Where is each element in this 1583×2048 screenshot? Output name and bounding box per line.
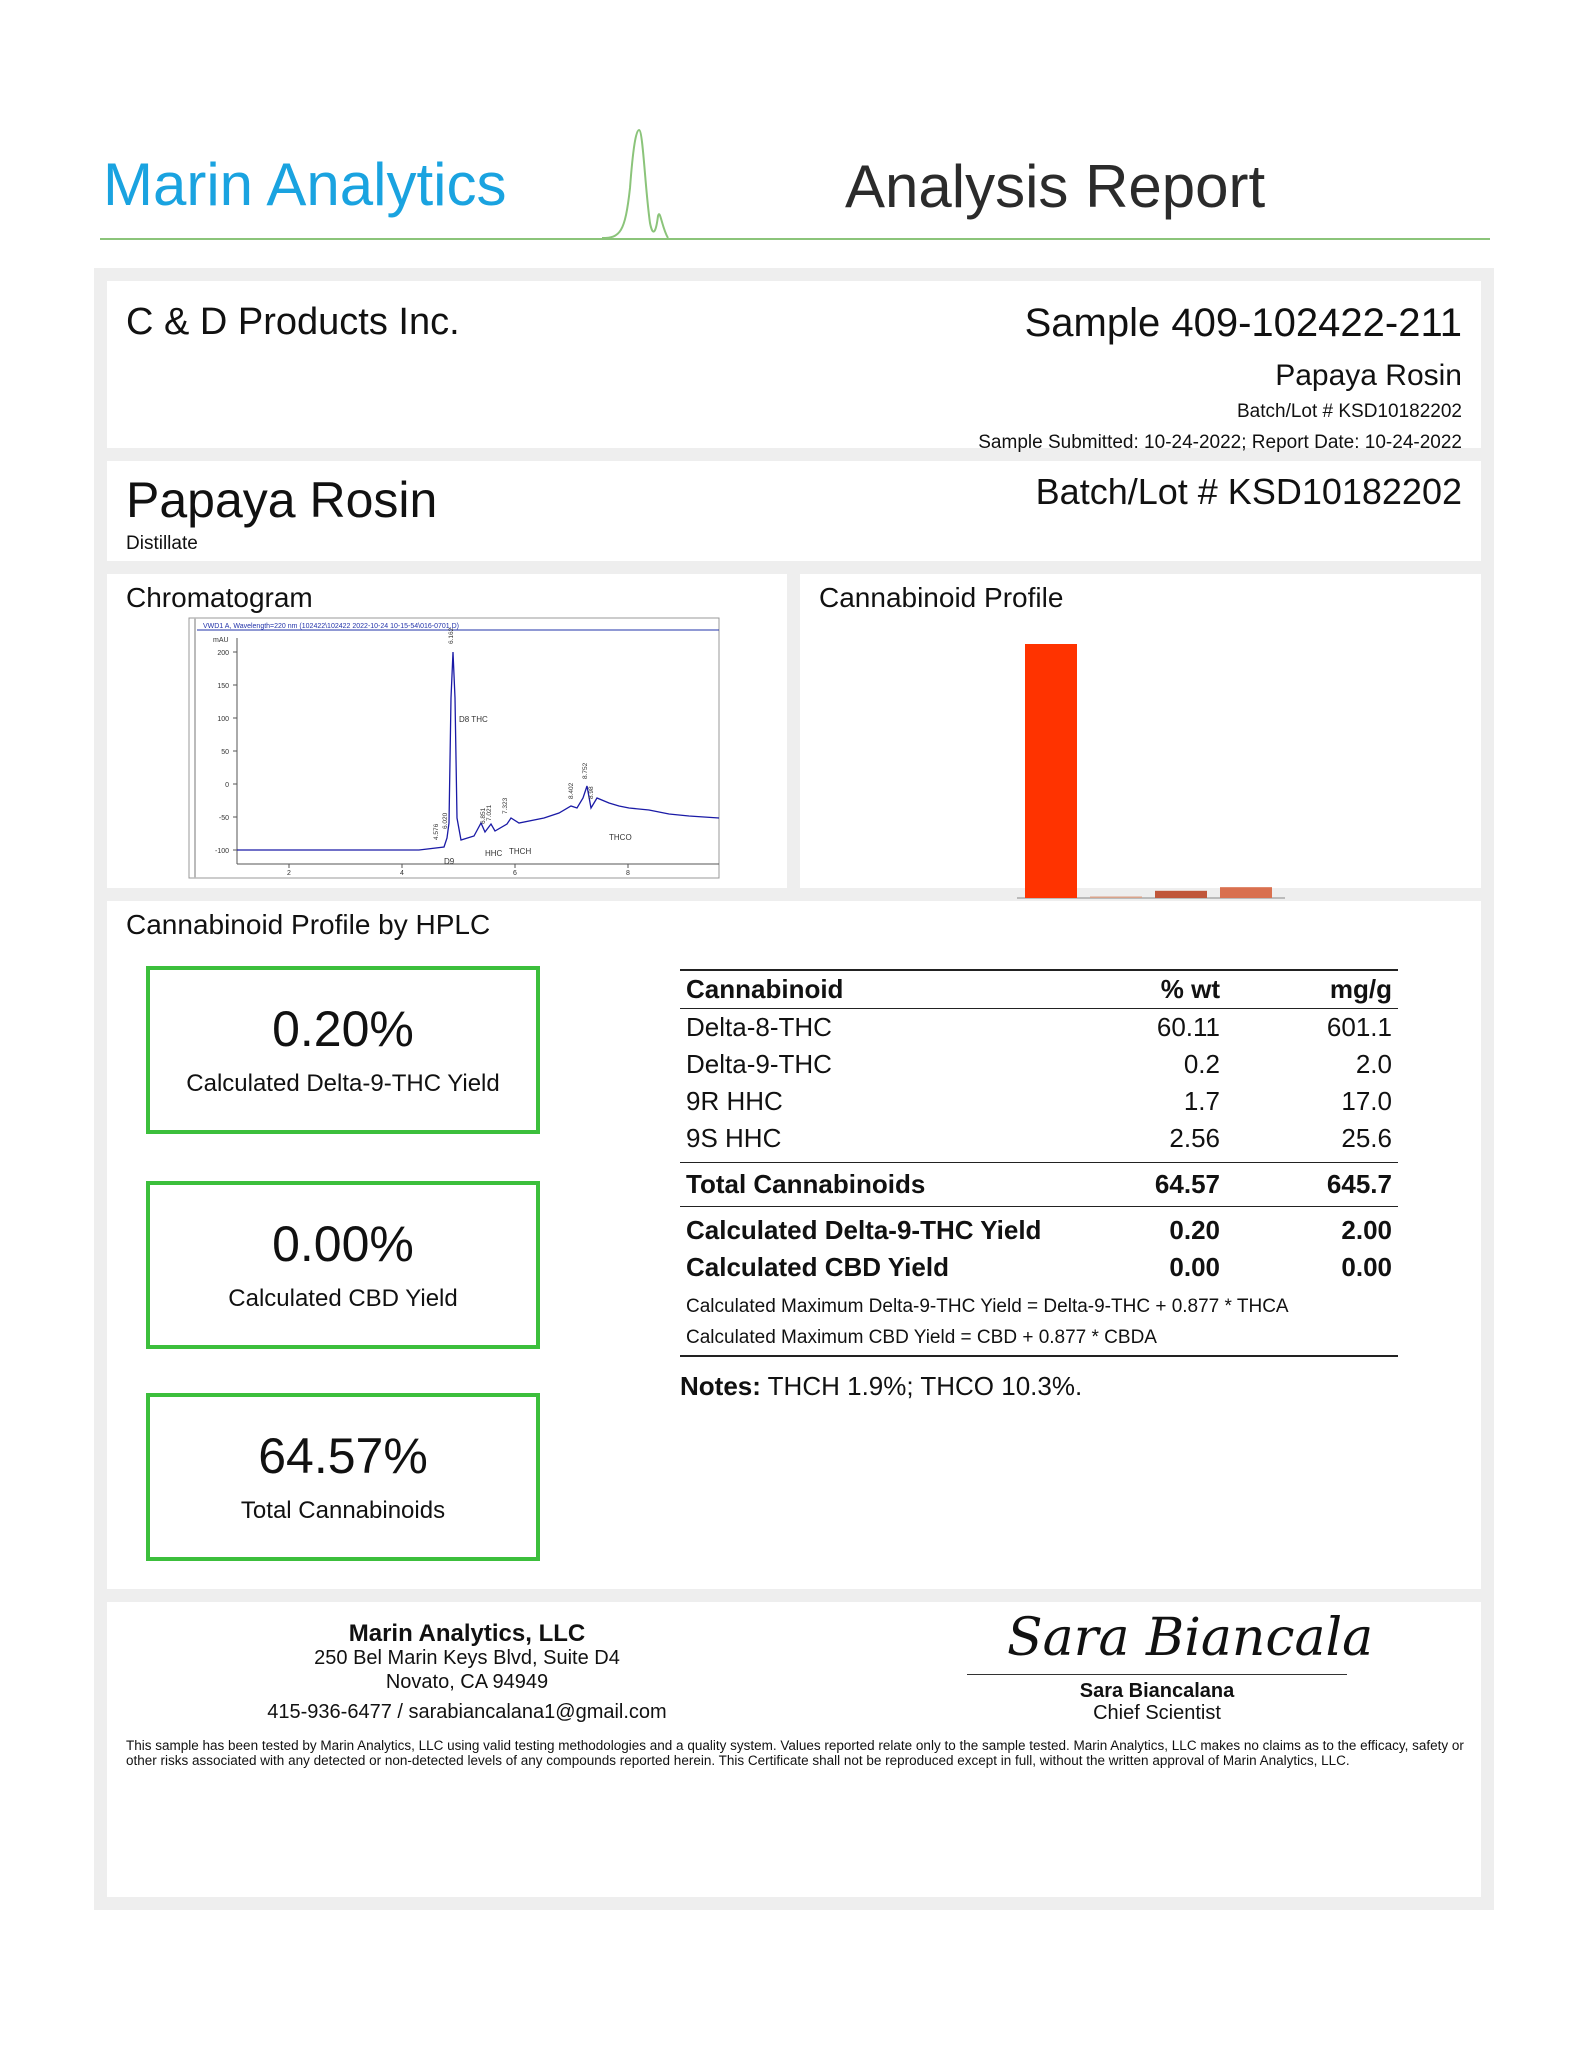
sample-batch: Batch/Lot # KSD10182202 bbox=[1236, 401, 1462, 422]
calc-row bbox=[680, 1207, 1398, 1250]
x-tick-label: 4 bbox=[400, 870, 404, 877]
profile-chart-title: Cannabinoid Profile bbox=[819, 582, 1064, 613]
kpi-delta9-yield bbox=[146, 966, 540, 1134]
peak-rt-label: 8.752 bbox=[582, 762, 589, 779]
cell: 645.7 bbox=[1326, 1169, 1392, 1199]
product-batch: Batch/Lot # KSD10182202 bbox=[1035, 471, 1462, 512]
header-divider bbox=[100, 238, 1490, 240]
profile-chart-card bbox=[800, 574, 1481, 888]
kpi-label: Total Cannabinoids bbox=[240, 1497, 446, 1524]
results-table bbox=[680, 969, 1398, 1357]
peak-name-label: HHC bbox=[485, 849, 503, 858]
lab-name: Marin Analytics bbox=[103, 151, 507, 218]
formula-row bbox=[680, 1321, 1398, 1356]
table-row bbox=[680, 1120, 1398, 1163]
kpi-label: Calculated CBD Yield bbox=[228, 1285, 458, 1312]
peak-rt-label: 7.021 bbox=[486, 804, 493, 821]
footer-card bbox=[107, 1602, 1481, 1897]
cell: 64.57 bbox=[1154, 1169, 1220, 1199]
y-tick-label: -100 bbox=[214, 848, 229, 855]
peak-rt-label: 7.323 bbox=[502, 797, 509, 814]
cell: 2.00 bbox=[1341, 1215, 1392, 1245]
chromatogram-unit: mAU bbox=[213, 637, 229, 644]
kpi-value: 0.00% bbox=[272, 1216, 414, 1272]
peak-name-label: D9 bbox=[444, 857, 455, 866]
y-tick-label: 150 bbox=[217, 683, 229, 690]
cell: Delta-9-THC bbox=[686, 1049, 832, 1079]
formula-text: Calculated Maximum Delta-9-THC Yield = Delta-9-THC + 0.877 * THCA bbox=[686, 1296, 1289, 1317]
y-tick-label: 50 bbox=[221, 749, 229, 756]
bar-9r-hhc bbox=[1155, 891, 1207, 898]
peak-rt-label: 6.020 bbox=[442, 812, 449, 829]
cell: 0.20 bbox=[1169, 1215, 1220, 1245]
product-card bbox=[107, 461, 1481, 561]
table-row bbox=[680, 1083, 1398, 1120]
table-row bbox=[680, 1009, 1398, 1047]
footer-company: Marin Analytics, LLC bbox=[348, 1620, 586, 1647]
report-title: Analysis Report bbox=[845, 153, 1266, 220]
disclaimer: This sample has been tested by Marin Analytics, LLC using valid testing methodologies and a quality system. Values reported relate only to the sample tested. Marin Analytics, LLC makes no claims as to the efficacy, safety or other risks associated with any detected or non-detected levels of any compounds reported herein. This Certificate shall not be reproduced except in full, without the written approval of Marin Analytics, LLC. bbox=[126, 1738, 1464, 1768]
notes-label: Notes: bbox=[680, 1371, 761, 1401]
y-tick-label: 200 bbox=[217, 650, 229, 657]
kpi-value: 0.20% bbox=[272, 1001, 414, 1057]
sample-id: Sample 409-102422-211 bbox=[1024, 301, 1462, 345]
y-tick-label: 0 bbox=[225, 782, 229, 789]
notes-text: THCH 1.9%; THCO 10.3%. bbox=[767, 1371, 1083, 1401]
y-tick-label: 100 bbox=[217, 716, 229, 723]
chromatogram-card bbox=[107, 574, 787, 888]
cell: 0.00 bbox=[1341, 1252, 1392, 1282]
bar-delta-9-thc bbox=[1090, 897, 1142, 899]
kpi-cbd-yield bbox=[146, 1181, 540, 1349]
y-tick-label: -50 bbox=[218, 815, 229, 822]
cell: 60.11 bbox=[1156, 1012, 1220, 1042]
total-row bbox=[680, 1163, 1398, 1207]
results-table-wrap bbox=[680, 969, 1398, 1402]
peak-rt-label: 8.402 bbox=[568, 782, 575, 799]
cell: Total Cannabinoids bbox=[686, 1169, 926, 1199]
peak-name-label: THCH bbox=[509, 847, 532, 856]
signature: Sara Biancala bbox=[1007, 1608, 1374, 1668]
footer-address1: 250 Bel Marin Keys Blvd, Suite D4 bbox=[314, 1647, 620, 1669]
bar-9s-hhc bbox=[1220, 887, 1272, 898]
profile-bar-chart bbox=[800, 574, 1481, 888]
peak-rt-label: 4.576 bbox=[433, 823, 440, 840]
footer-address2: Novato, CA 94949 bbox=[385, 1671, 549, 1693]
client-name: C & D Products Inc. bbox=[126, 301, 460, 343]
sample-product: Papaya Rosin bbox=[1275, 359, 1462, 392]
cell: 2.0 bbox=[1355, 1049, 1392, 1079]
product-name: Papaya Rosin bbox=[126, 472, 438, 528]
client-card bbox=[107, 281, 1481, 453]
cell: 9R HHC bbox=[686, 1086, 783, 1116]
signature-line bbox=[967, 1674, 1347, 1675]
chromatogram-image bbox=[189, 618, 719, 878]
x-tick-label: 8 bbox=[626, 870, 630, 877]
cell: 0.2 bbox=[1183, 1049, 1220, 1079]
peak-logo-icon bbox=[600, 128, 670, 240]
cell: 9S HHC bbox=[686, 1123, 782, 1153]
lab-address-block bbox=[257, 1622, 677, 1724]
product-type: Distillate bbox=[126, 533, 198, 554]
cell: 25.6 bbox=[1341, 1123, 1392, 1153]
peak-name-label: D8 THC bbox=[459, 715, 488, 724]
signer-title: Chief Scientist bbox=[1093, 1702, 1221, 1724]
cell: 601.1 bbox=[1326, 1012, 1392, 1042]
hplc-card bbox=[107, 901, 1481, 1589]
col-mg-g: mg/g bbox=[1329, 974, 1392, 1004]
kpi-total-cannabinoids bbox=[146, 1393, 540, 1561]
hplc-title: Cannabinoid Profile by HPLC bbox=[126, 909, 491, 940]
chromatogram-title: Chromatogram bbox=[126, 582, 313, 613]
notes bbox=[680, 1371, 1398, 1402]
col-cannabinoid: Cannabinoid bbox=[686, 974, 844, 1004]
kpi-label: Calculated Delta-9-THC Yield bbox=[186, 1070, 500, 1097]
report-frame bbox=[94, 268, 1494, 1910]
peak-name-label: THCO bbox=[609, 833, 632, 842]
signer-block bbox=[967, 1680, 1347, 1724]
peak-rt-label: 6.162 bbox=[448, 627, 455, 644]
formula-row bbox=[680, 1286, 1398, 1321]
cell: Delta-8-THC bbox=[686, 1012, 832, 1042]
col-pct-wt: % wt bbox=[1160, 974, 1220, 1004]
cell: 1.7 bbox=[1183, 1086, 1220, 1116]
formula-text: Calculated Maximum CBD Yield = CBD + 0.877 * CBDA bbox=[686, 1327, 1157, 1348]
peak-rt-label: 8.98 bbox=[588, 786, 595, 799]
kpi-value: 64.57% bbox=[258, 1428, 428, 1484]
peak-rt-label: 6.851 bbox=[480, 807, 487, 824]
cell: Calculated Delta-9-THC Yield bbox=[686, 1215, 1042, 1245]
cell: 0.00 bbox=[1169, 1252, 1220, 1282]
table-row bbox=[680, 1046, 1398, 1083]
x-tick-label: 2 bbox=[287, 870, 291, 877]
table-header bbox=[680, 970, 1398, 1009]
x-tick-label: 6 bbox=[513, 870, 517, 877]
cell: 2.56 bbox=[1169, 1123, 1220, 1153]
signer-name: Sara Biancalana bbox=[1079, 1680, 1235, 1702]
bar-delta-8-thc bbox=[1025, 644, 1077, 898]
cell: 17.0 bbox=[1341, 1086, 1392, 1116]
chromatogram-header: VWD1 A, Wavelength=220 nm (102422\102422 2022-10-24 10-15-54\016-0701.D) bbox=[203, 623, 459, 630]
sample-dates: Sample Submitted: 10-24-2022; Report Date: 10-24-2022 bbox=[978, 432, 1462, 453]
calc-row bbox=[680, 1249, 1398, 1286]
footer-contact: 415-936-6477 / sarabiancalana1@gmail.com bbox=[267, 1701, 667, 1723]
cell: Calculated CBD Yield bbox=[686, 1252, 949, 1282]
